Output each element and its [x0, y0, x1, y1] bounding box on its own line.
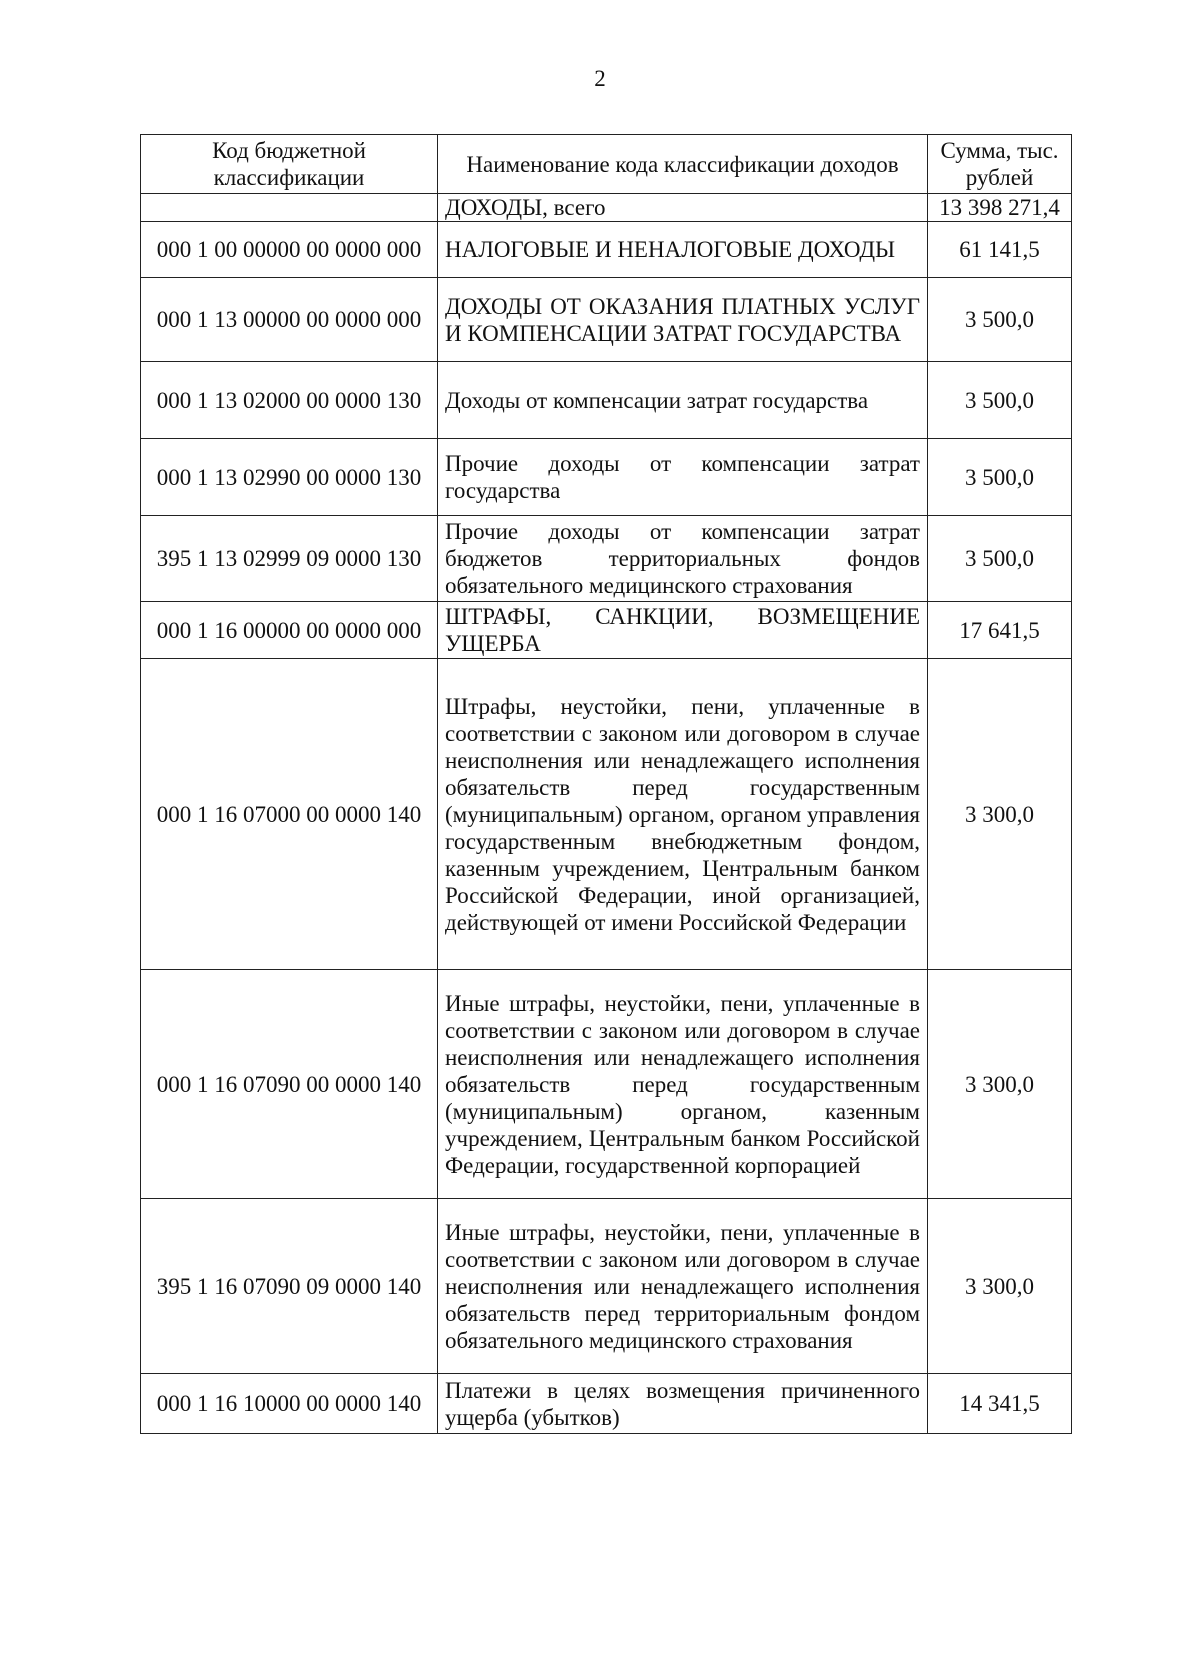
row-name: Прочие доходы от компенсации затрат государства	[438, 439, 928, 516]
row-name: ДОХОДЫ, всего	[438, 194, 928, 222]
row-code: 395 1 16 07090 09 0000 140	[141, 1199, 438, 1374]
row-sum: 17 641,5	[928, 602, 1072, 659]
table-row	[141, 439, 1072, 516]
page-number: 2	[594, 66, 606, 91]
table-header-row	[141, 135, 1072, 194]
row-sum: 61 141,5	[928, 222, 1072, 278]
table-row	[141, 1199, 1072, 1374]
row-name: НАЛОГОВЫЕ И НЕНАЛОГОВЫЕ ДОХОДЫ	[438, 222, 928, 278]
header-sum: Сумма, тыс. рублей	[928, 135, 1072, 194]
table-row	[141, 362, 1072, 439]
row-sum: 3 500,0	[928, 516, 1072, 602]
row-sum: 3 300,0	[928, 1199, 1072, 1374]
row-name: Доходы от компенсации затрат государства	[438, 362, 928, 439]
income-classification-table	[140, 134, 1072, 1434]
row-sum: 3 500,0	[928, 278, 1072, 362]
header-code: Код бюджетной классификации	[141, 135, 438, 194]
row-sum: 3 500,0	[928, 439, 1072, 516]
row-code: 395 1 13 02999 09 0000 130	[141, 516, 438, 602]
row-sum: 3 300,0	[928, 659, 1072, 970]
row-code: 000 1 16 10000 00 0000 140	[141, 1374, 438, 1434]
row-code: 000 1 00 00000 00 0000 000	[141, 222, 438, 278]
row-code: 000 1 13 02990 00 0000 130	[141, 439, 438, 516]
row-code: 000 1 16 00000 00 0000 000	[141, 602, 438, 659]
row-name: Платежи в целях возмещения причиненного ущерба (убытков)	[438, 1374, 928, 1434]
table-row	[141, 278, 1072, 362]
row-sum: 3 300,0	[928, 970, 1072, 1199]
table-row	[141, 1374, 1072, 1434]
row-code: 000 1 13 02000 00 0000 130	[141, 362, 438, 439]
row-name: Штрафы, неустойки, пени, уплаченные в соответствии с законом или договором в случае неисполнения или ненадлежащего исполнения обязательств перед государственным (муниципальным) органом, органом управления государственным внебюджетным фондом, казенным учреждением, Центральным банком Российской Федерации, иной организацией, действующей от имени Российской Федерации	[438, 659, 928, 970]
row-code: 000 1 16 07000 00 0000 140	[141, 659, 438, 970]
row-name: Иные штрафы, неустойки, пени, уплаченные в соответствии с законом или договором в случае неисполнения или ненадлежащего исполнения обязательств перед территориальным фондом обязательного медицинского страхования	[438, 1199, 928, 1374]
row-code: 000 1 16 07090 00 0000 140	[141, 970, 438, 1199]
row-code: 000 1 13 00000 00 0000 000	[141, 278, 438, 362]
row-sum: 3 500,0	[928, 362, 1072, 439]
table-row	[141, 194, 1072, 222]
table-row	[141, 970, 1072, 1199]
table-row	[141, 602, 1072, 659]
table-row	[141, 516, 1072, 602]
row-name: Иные штрафы, неустойки, пени, уплаченные в соответствии с законом или договором в случае неисполнения или ненадлежащего исполнения обязательств перед государственным (муниципальным) органом, казенным учреждением, Центральным банком Российской Федерации, государственной корпорацией	[438, 970, 928, 1199]
row-sum: 13 398 271,4	[928, 194, 1072, 222]
row-name: ШТРАФЫ, САНКЦИИ, ВОЗМЕЩЕНИЕ УЩЕРБА	[438, 602, 928, 659]
row-name: Прочие доходы от компенсации затрат бюджетов территориальных фондов обязательного медицинского страхования	[438, 516, 928, 602]
row-sum: 14 341,5	[928, 1374, 1072, 1434]
table-row	[141, 222, 1072, 278]
header-name: Наименование кода классификации доходов	[438, 135, 928, 194]
row-name: ДОХОДЫ ОТ ОКАЗАНИЯ ПЛАТНЫХ УСЛУГ И КОМПЕНСАЦИИ ЗАТРАТ ГОСУДАРСТВА	[438, 278, 928, 362]
table-row	[141, 659, 1072, 970]
row-code	[141, 194, 438, 222]
